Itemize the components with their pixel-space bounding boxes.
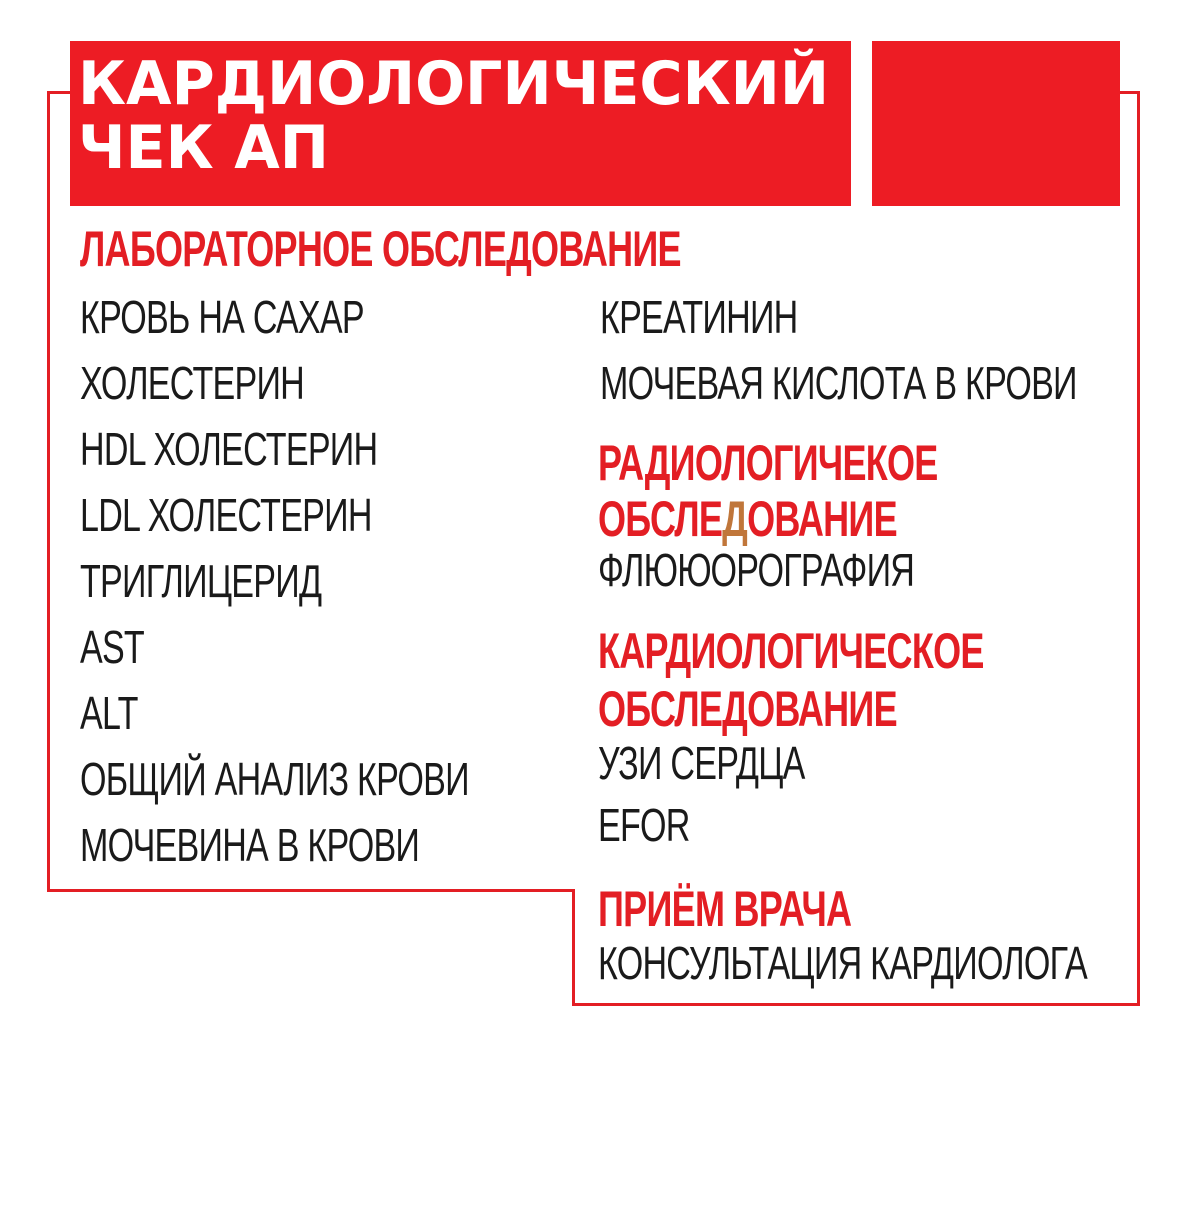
lab-item: ALT xyxy=(80,687,138,739)
radio-heading-part-a: ОБСЛЕ xyxy=(598,491,723,547)
cardio-item: УЗИ СЕРДЦА xyxy=(598,737,805,789)
radio-heading-accent-letter: Д xyxy=(722,491,748,547)
radio-item: ФЛЮЮОРОГРАФИЯ xyxy=(598,544,915,596)
radio-heading-part-c: ОВАНИЕ xyxy=(747,491,897,547)
doctor-item: КОНСУЛЬТАЦИЯ КАРДИОЛОГА xyxy=(598,937,1088,989)
lab-heading: ЛАБОРАТОРНОЕ ОБСЛЕДОВАНИЕ xyxy=(80,221,681,277)
doctor-heading: ПРИЁМ ВРАЧА xyxy=(598,881,852,937)
lab-item: ТРИГЛИЦЕРИД xyxy=(80,555,322,607)
radio-heading-line-2 xyxy=(598,492,897,546)
frame-line-bottom xyxy=(572,1003,1140,1006)
cardio-item: EFOR xyxy=(598,799,690,851)
frame-line-mid xyxy=(47,889,575,892)
title-line-2: ЧЕК АП xyxy=(78,113,329,183)
cardio-heading-line-2: ОБСЛЕДОВАНИЕ xyxy=(598,681,897,737)
lab-item: ХОЛЕСТЕРИН xyxy=(80,357,305,409)
lab-item: HDL ХОЛЕСТЕРИН xyxy=(80,423,378,475)
lab-item: КРОВЬ НА САХАР xyxy=(80,291,364,343)
cardio-heading-line-1: КАРДИОЛОГИЧЕСКОЕ xyxy=(598,623,984,679)
lab-item: МОЧЕВАЯ КИСЛОТА В КРОВИ xyxy=(600,357,1077,409)
lab-item: ОБЩИЙ АНАЛИЗ КРОВИ xyxy=(80,753,469,805)
title-side-block xyxy=(872,41,1120,206)
frame-line-step xyxy=(572,889,575,1006)
title-line-1: КАРДИОЛОГИЧЕСКИЙ xyxy=(78,49,830,119)
frame-line-right xyxy=(1137,91,1140,1006)
frame-line-top-left xyxy=(47,91,72,94)
lab-item: LDL ХОЛЕСТЕРИН xyxy=(80,489,372,541)
lab-item: КРЕАТИНИН xyxy=(600,291,798,343)
page-title xyxy=(78,49,830,183)
lab-item: МОЧЕВИНА В КРОВИ xyxy=(80,819,420,871)
radio-heading-line-1: РАДИОЛОГИЧЕКОЕ xyxy=(598,435,938,491)
lab-item: AST xyxy=(80,621,144,673)
frame-line-left xyxy=(47,91,50,892)
